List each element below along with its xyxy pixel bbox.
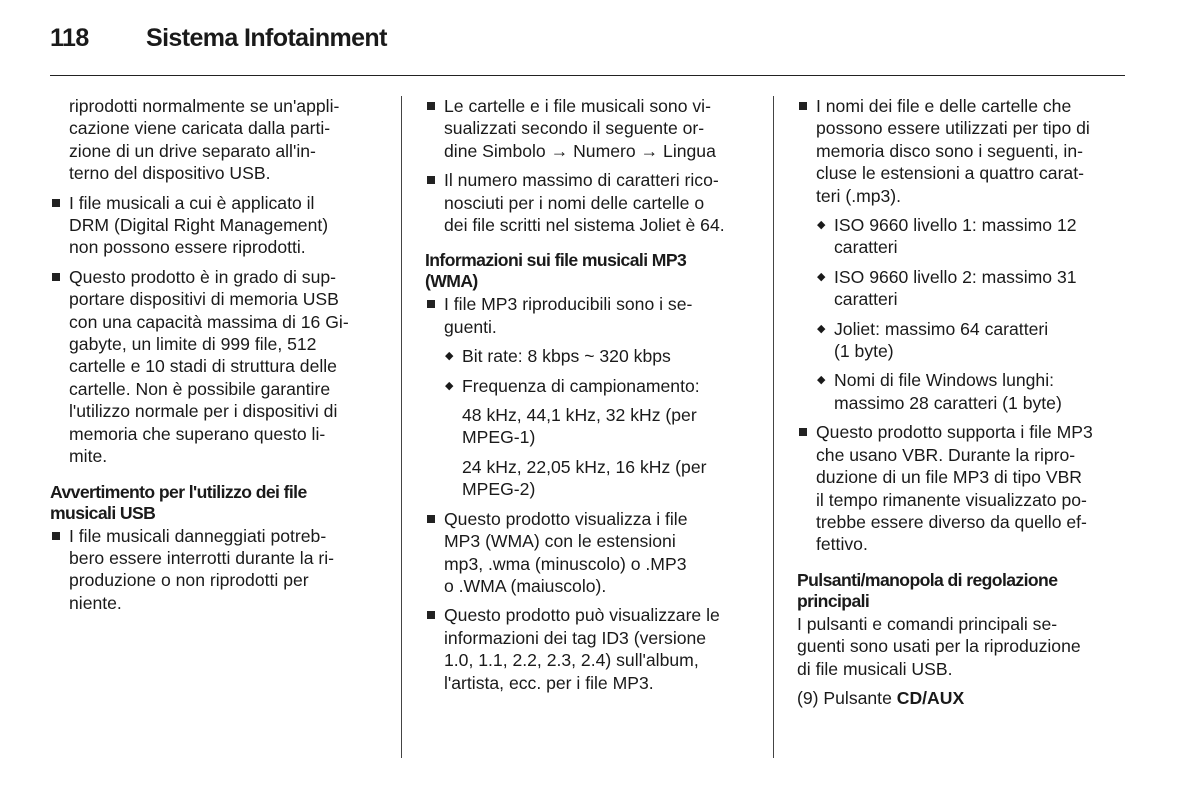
text-line: 1.0, 1.1, 2.2, 2.3, 2.4) sull'album, [444,650,699,671]
text-line: DRM (Digital Right Management) [69,215,329,236]
heading-line: musicali USB [50,502,156,523]
page-number: 118 [50,24,89,52]
column-divider-1 [401,96,402,758]
sub-bullet-windows-long-names [797,369,1132,414]
text-line: l'artista, ecc. per i file MP3. [444,672,654,693]
section-heading-controls [797,570,1132,612]
text-line: terno del dispositivo USB. [69,163,271,184]
text-line: bero essere interrotti durante la ri- [69,547,335,568]
bullet-display-order [425,95,757,162]
square-bullet-icon [427,515,435,523]
square-bullet-icon [427,102,435,110]
text-line: il tempo rimanente visualizzato po- [816,489,1087,510]
diamond-bullet-icon: ◆ [817,374,826,387]
bullet-max-characters [425,169,757,236]
text-line: I pulsanti e comandi principali se- [797,613,1058,634]
square-bullet-icon [427,300,435,308]
page-title: Sistema Infotainment [146,24,387,52]
text-line: Questo prodotto può visualizzare le [444,605,720,626]
square-bullet-icon [52,273,60,281]
sub-bullet-joliet [797,318,1132,363]
text-line: ISO 9660 livello 1: massimo 12 [834,215,1077,236]
text-line: guenti. [444,316,497,337]
text-line: Questo prodotto è in grado di sup- [69,266,337,287]
text-line: Le cartelle e i file musicali sono vi- [444,96,711,116]
square-bullet-icon [427,611,435,619]
bullet-vbr [797,421,1132,555]
column-2 [425,95,757,701]
bullet-id3-tags [425,604,757,694]
text-line: riprodotti normalmente se un'appli- [69,96,340,116]
text-line: Questo prodotto supporta i file MP3 [816,422,1093,443]
intro-paragraph [50,95,385,185]
sub-bullet-iso-level2 [797,266,1132,311]
text-line: cartelle. Non è possibile garantire [69,378,331,399]
text-line: gabyte, un limite di 999 file, 512 [69,334,317,355]
diamond-bullet-icon: ◆ [817,322,826,335]
heading-line: Pulsanti/manopola di regolazione [797,569,1058,590]
bullet-drm [50,192,385,259]
text-line: caratteri [834,237,898,258]
text-line: I nomi dei file e delle cartelle che [816,96,1072,116]
heading-line: Avvertimento per l'utilizzo dei file [50,481,307,502]
text-line: mp3, .wma (minuscolo) o .MP3 [444,553,687,574]
square-bullet-icon [427,176,435,184]
text-line: I file MP3 riproducibili sono i se- [444,294,693,315]
text-line: zione di un drive separato all'in- [69,140,316,161]
text-line: caratteri [834,289,898,310]
header-rule [50,75,1125,76]
text-line: cluse le estensioni a quattro carat- [816,163,1084,184]
text-line: mite. [69,446,108,467]
square-bullet-icon [52,199,60,207]
cd-aux-button-reference [797,687,1132,709]
text-line: 48 kHz, 44,1 kHz, 32 kHz (per [462,405,697,426]
text-line: guenti sono usati per la riproduzione [797,636,1081,657]
text-line: Questo prodotto visualizza i file [444,508,688,529]
heading-line: Informazioni sui file musicali MP3 [425,250,687,271]
text-line: produzione o non riprodotti per [69,570,309,591]
text-line: trebbe essere diverso da quello ef- [816,511,1087,532]
text-line: portare dispositivi di memoria USB [69,289,339,310]
button-reference-prefix: (9) Pulsante [797,687,897,708]
text-line: o .WMA (maiuscolo). [444,575,607,596]
column-1 [50,95,385,621]
column-divider-2 [773,96,774,758]
text-line: nosciuti per i nomi delle cartelle o [444,192,705,213]
sub-bullet-bitrate [425,345,757,367]
text-line: Frequenza di campionamento: [462,375,700,396]
column-3 [797,95,1132,716]
text-line: l'utilizzo normale per i dispositivi di [69,401,338,422]
text-line: dei file scritti nel sistema Joliet è 64. [444,215,725,236]
text-line: memoria che superano questo li- [69,423,326,444]
text-line: di file musicali USB. [797,658,953,679]
text-line: ISO 9660 livello 2: massimo 31 [834,266,1077,287]
sampling-mpeg1 [425,404,757,449]
text-line: cartelle e 10 stadi di struttura delle [69,356,337,377]
bullet-mp3-playable [425,293,757,338]
text-line: (1 byte) [834,341,894,362]
controls-paragraph [797,613,1132,680]
text-line: Il numero massimo di caratteri rico- [444,170,719,191]
square-bullet-icon [799,102,807,110]
text-line: Nomi di file Windows lunghi: [834,370,1055,391]
text-line: con una capacità massima di 16 Gi- [69,311,349,332]
text-line: niente. [69,592,122,613]
text-line: duzione di un file MP3 di tipo VBR [816,467,1083,488]
diamond-bullet-icon: ◆ [445,350,454,363]
sampling-mpeg2 [425,456,757,501]
text-line: informazioni dei tag ID3 (versione [444,627,707,648]
text-line: non possono essere riprodotti. [69,237,306,258]
bullet-file-names [797,95,1132,207]
heading-line: principali [797,590,870,611]
text-line: MPEG-1) [462,427,536,448]
text-line: 24 kHz, 22,05 kHz, 16 kHz (per [462,456,707,477]
cd-aux-button-label: CD/AUX [896,687,965,708]
text-line: fettivo. [816,534,868,555]
text-line: Joliet: massimo 64 caratteri [834,318,1049,339]
diamond-bullet-icon: ◆ [817,270,826,283]
text-line: sualizzati secondo il seguente or- [444,118,705,139]
page-header [50,24,387,58]
sub-bullet-iso-level1 [797,214,1132,259]
text-line: I file musicali a cui è applicato il [69,192,315,213]
text-line: possono essere utilizzati per tipo di [816,118,1090,139]
diamond-bullet-icon: ◆ [817,219,826,232]
text-line: cazione viene caricata dalla parti- [69,118,331,139]
text-line: dine Simbolo → Numero → Lingua [444,140,716,161]
text-line: MPEG-2) [462,479,536,500]
sub-bullet-sampling [425,375,757,397]
bullet-extensions [425,508,757,598]
square-bullet-icon [799,428,807,436]
diamond-bullet-icon: ◆ [445,379,454,392]
square-bullet-icon [52,532,60,540]
text-line: I file musicali danneggiati potreb- [69,525,327,546]
section-heading-mp3-info [425,250,757,292]
text-line: teri (.mp3). [816,185,902,206]
section-heading-usb-warning [50,482,385,524]
bullet-usb-capacity [50,266,385,468]
text-line: memoria disco sono i seguenti, in- [816,140,1083,161]
heading-line: (WMA) [425,271,478,292]
text-line: MP3 (WMA) con le estensioni [444,531,676,552]
text-line: massimo 28 caratteri (1 byte) [834,392,1062,413]
text-line: Bit rate: 8 kbps ~ 320 kbps [462,346,671,367]
text-line: che usano VBR. Durante la ripro- [816,444,1076,465]
bullet-damaged-files [50,525,385,615]
